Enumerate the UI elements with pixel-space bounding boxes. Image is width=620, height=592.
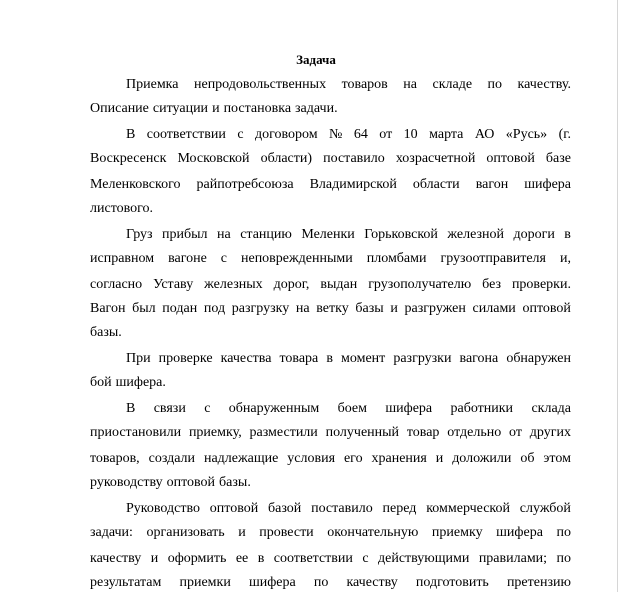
word: по <box>556 525 571 540</box>
word: ситуации <box>152 101 209 116</box>
word: работники <box>450 401 514 416</box>
word: проверки. <box>511 277 571 292</box>
word: Описание <box>90 101 149 116</box>
word: задачи. <box>295 101 338 116</box>
word: грузополучателю <box>368 277 472 292</box>
text-line <box>126 226 571 244</box>
word: боем <box>337 401 367 416</box>
word: вагон <box>475 177 509 192</box>
word: подготовить <box>415 575 489 590</box>
word: по <box>313 575 329 590</box>
word: поставило <box>323 151 385 166</box>
word: подан <box>162 301 198 316</box>
word: базы. <box>90 325 122 340</box>
word: вагона <box>459 351 499 366</box>
word: качеству <box>90 551 142 566</box>
word: АО <box>474 127 495 142</box>
word: приемку, <box>188 425 242 440</box>
word: без <box>482 277 501 292</box>
word: разместили <box>249 425 318 440</box>
word: разгрузки <box>393 351 452 366</box>
word: базе <box>545 151 571 166</box>
word: товаров, <box>90 451 140 466</box>
word: товара <box>279 351 319 366</box>
word: складе <box>432 77 473 92</box>
word: других <box>529 425 571 440</box>
word: оптовой <box>209 501 259 516</box>
word: провести <box>259 525 314 540</box>
word: шифера <box>385 401 433 416</box>
word: Воскресенск <box>90 151 167 166</box>
word: и <box>238 525 246 540</box>
word: с <box>220 251 228 266</box>
text-line <box>90 450 571 468</box>
word: отдельно <box>447 425 502 440</box>
word: в <box>257 551 265 566</box>
text-line <box>90 424 571 442</box>
word: В <box>126 127 136 142</box>
word: по <box>487 77 503 92</box>
word: его <box>343 451 363 466</box>
word: качества <box>220 351 272 366</box>
word: склада <box>531 401 571 416</box>
word: поставило <box>311 501 373 516</box>
word: от <box>379 127 393 142</box>
word: (г. <box>558 127 571 142</box>
word: об <box>520 451 535 466</box>
word: договором <box>254 127 318 142</box>
text-line <box>90 276 571 294</box>
text-line <box>90 250 571 268</box>
page-edge <box>617 0 618 592</box>
word: и <box>390 301 398 316</box>
word: хранения <box>371 451 427 466</box>
word: соответствии <box>146 127 226 142</box>
word: момент <box>341 351 386 366</box>
word: станцию <box>240 227 292 242</box>
word: области) <box>260 151 313 166</box>
word: организовать <box>146 525 225 540</box>
word: и, <box>559 251 571 266</box>
word: бой <box>90 375 112 390</box>
word: В <box>126 401 136 416</box>
word: выдан <box>320 277 358 292</box>
word: райпотребсоюза <box>196 177 294 192</box>
word: создали <box>148 451 196 466</box>
word: Меленки <box>301 227 355 242</box>
word: действующими <box>377 551 470 566</box>
word: исправном <box>90 251 155 266</box>
word: согласно <box>90 277 143 292</box>
word: условия <box>287 451 336 466</box>
word: разгружен <box>404 301 466 316</box>
text-line <box>126 400 571 418</box>
text-line <box>126 76 571 94</box>
text-line <box>90 474 251 492</box>
word: по <box>556 551 571 566</box>
word: Груз <box>126 227 153 242</box>
word: соответствии <box>273 551 353 566</box>
text-line <box>90 550 571 568</box>
word: от <box>509 425 522 440</box>
text-line <box>126 500 571 518</box>
word: этом <box>543 451 571 466</box>
word: доложили <box>452 451 512 466</box>
word: качеству <box>346 575 398 590</box>
word: Уставу <box>153 277 194 292</box>
word: базой <box>268 501 302 516</box>
word: силами <box>472 301 516 316</box>
text-line <box>126 350 571 368</box>
word: приемки <box>179 575 231 590</box>
document-title: Задача <box>296 52 336 67</box>
word: и <box>435 451 444 466</box>
word: службой <box>519 501 571 516</box>
text-line <box>126 126 571 144</box>
word: оптовой <box>522 301 571 316</box>
word: железной <box>447 227 504 242</box>
word: пломбами <box>366 251 427 266</box>
word: ее <box>235 551 249 566</box>
word: железных <box>204 277 263 292</box>
word: шифера <box>496 525 543 540</box>
word: и <box>212 101 220 116</box>
word: оптовой <box>166 475 216 490</box>
word: проверке <box>158 351 213 366</box>
word: № <box>329 127 343 142</box>
word: в <box>326 351 333 366</box>
word: на <box>403 77 417 92</box>
word: обнаруженным <box>228 401 320 416</box>
word: товаров <box>341 77 388 92</box>
word: на <box>295 301 310 316</box>
word: полученный <box>325 425 400 440</box>
word: связи <box>153 401 186 416</box>
text-line <box>90 574 571 592</box>
word: оформить <box>167 551 227 566</box>
text-line <box>90 200 153 218</box>
word: оптовой <box>486 151 535 166</box>
text-line <box>90 324 122 342</box>
word: Приемка <box>126 77 179 92</box>
word: вагоне <box>168 251 207 266</box>
word: Вагон <box>90 301 126 316</box>
word: качеству. <box>517 77 571 92</box>
word: на <box>217 227 231 242</box>
word: обнаружен <box>506 351 571 366</box>
word: непродовольственных <box>193 77 327 92</box>
word: под <box>203 301 226 316</box>
word: руководству <box>90 475 163 490</box>
word: 10 <box>403 127 418 142</box>
word: с <box>237 127 244 142</box>
word: неповрежденными <box>240 251 353 266</box>
word: области <box>412 177 460 192</box>
word: товар <box>406 425 440 440</box>
word: приостановили <box>90 425 182 440</box>
word: коммерческой <box>426 501 510 516</box>
word: результатам <box>90 575 162 590</box>
word: в <box>564 227 571 242</box>
word: шифера <box>248 575 296 590</box>
word: с <box>362 551 369 566</box>
word: грузоотправителя <box>440 251 546 266</box>
word: надлежащие <box>203 451 279 466</box>
word: дороги <box>513 227 555 242</box>
text-line <box>90 100 338 118</box>
word: постановка <box>223 101 292 116</box>
word: Руководство <box>126 501 200 516</box>
word: Меленковского <box>90 177 181 192</box>
word: был <box>132 301 156 316</box>
word: шифера <box>524 177 571 192</box>
word: 64 <box>353 127 368 142</box>
word: шифера. <box>115 375 166 390</box>
word: претензию <box>506 575 571 590</box>
word: дорог, <box>273 277 310 292</box>
word: «Русь» <box>505 127 548 142</box>
text-line <box>90 300 571 318</box>
word: с <box>204 401 211 416</box>
word: задачи: <box>90 525 133 540</box>
word: листового. <box>90 201 154 216</box>
word: перед <box>382 501 417 516</box>
word: Горьковской <box>364 227 438 242</box>
text-line <box>90 524 571 542</box>
word: Владимирской <box>309 177 397 192</box>
text-line <box>90 374 166 392</box>
word: При <box>126 351 151 366</box>
word: хозрасчетной <box>395 151 476 166</box>
word: базы. <box>219 475 251 490</box>
word: марта <box>429 127 464 142</box>
text-line <box>90 150 571 168</box>
word: разгрузку <box>231 301 290 316</box>
word: окончательную <box>327 525 419 540</box>
word: приемку <box>431 525 483 540</box>
word: Московской <box>177 151 250 166</box>
word: и <box>150 551 159 566</box>
word: базы <box>355 301 384 316</box>
word: прибыл <box>162 227 208 242</box>
text-line <box>90 176 571 194</box>
word: правилами; <box>478 551 548 566</box>
word: ветку <box>316 301 349 316</box>
